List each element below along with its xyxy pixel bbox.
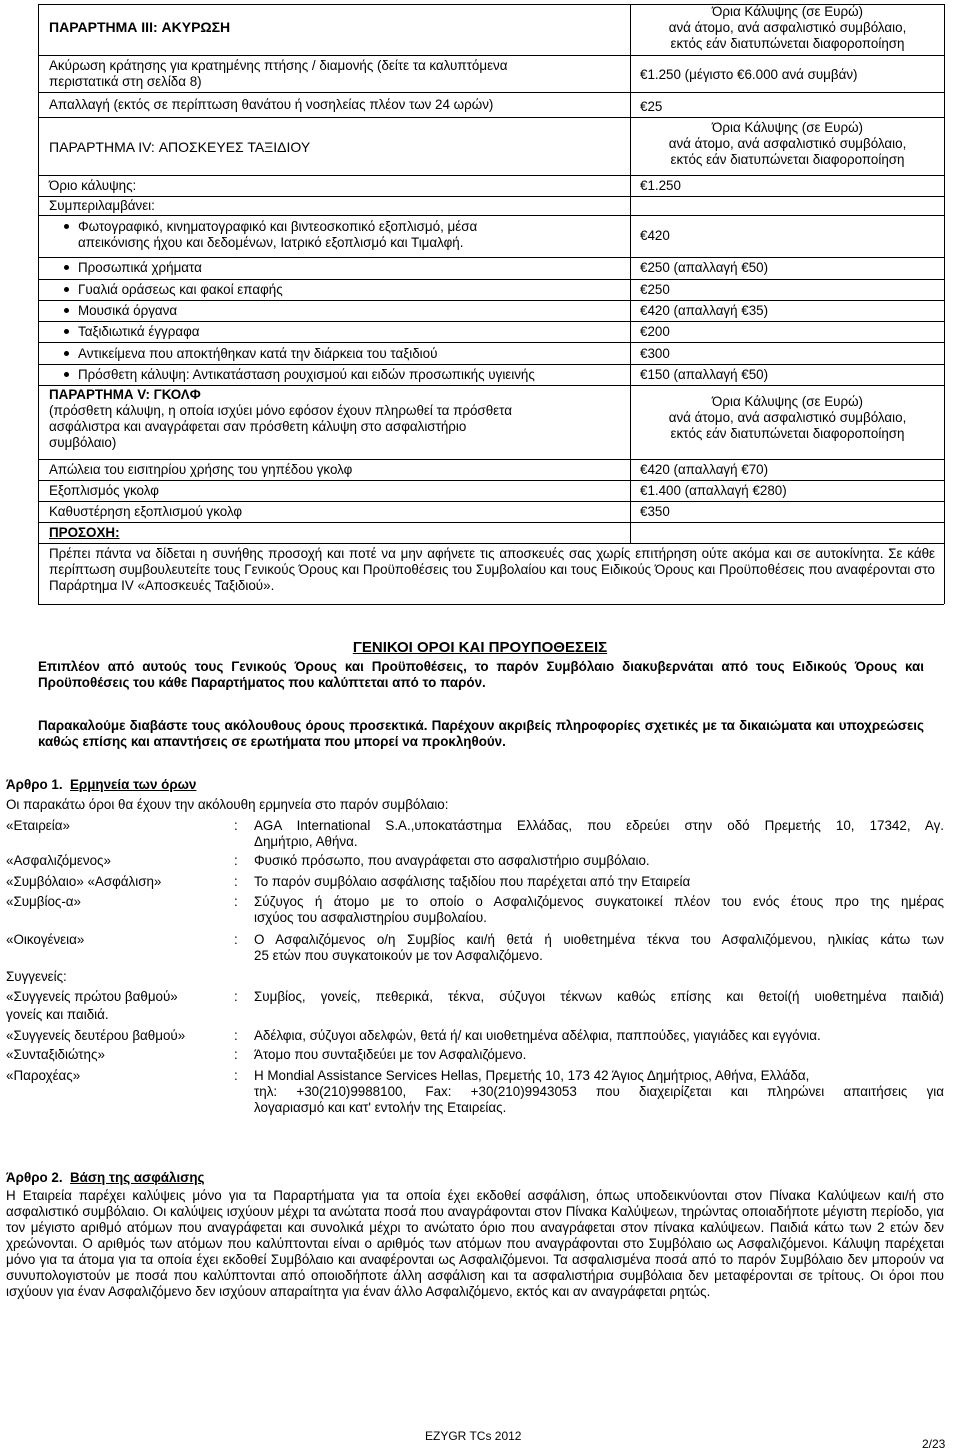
annex4-item-label: Αντικείμενα που αποκτήθηκαν κατά την διάρκεια του ταξιδιού bbox=[78, 346, 438, 361]
article2-heading: Άρθρο 2. Βάση της ασφάλισης bbox=[6, 1170, 205, 1185]
annex4-item-label: Προσωπικά χρήματα bbox=[78, 260, 202, 275]
bullet-icon bbox=[64, 308, 69, 313]
bullet-icon bbox=[64, 329, 69, 334]
annex3-cancellation-value: €1.250 (μέγιστο €6.000 ανά συμβάν) bbox=[640, 67, 858, 82]
annex4-item-label: Γυαλιά οράσεως και φακοί επαφής bbox=[78, 282, 283, 297]
general-terms-intro: Επιπλέον από αυτούς τους Γενικούς Όρους και Προϋποθέσεις, το παρόν Συμβόλαιο διακυβερνάται από τους Ειδικούς Όρους και Προϋποθέσεις του κάθε Παραρτήματος που καλύπτεται από το παρόν. bbox=[38, 659, 924, 690]
annex3-deductible-label: Απαλλαγή (εκτός σε περίπτωση θανάτου ή νοσηλείας πλέον των 24 ωρών) bbox=[49, 97, 494, 112]
annex5-row-value: €1.400 (απαλλαγή €280) bbox=[640, 483, 787, 498]
annex4-item-value: €200 bbox=[640, 324, 670, 339]
bullet-icon bbox=[64, 287, 69, 292]
annex4-item-value: €300 bbox=[640, 346, 670, 361]
annex4-limit-label: Όριο κάλυψης: bbox=[49, 178, 137, 193]
annex4-item-value: €420 (απαλλαγή €35) bbox=[640, 303, 769, 318]
annex5-row-label: Καθυστέρηση εξοπλισμού γκολφ bbox=[49, 504, 243, 519]
annex4-item-value: €250 bbox=[640, 282, 670, 297]
attention-label: ΠΡΟΣΟΧΗ: bbox=[49, 525, 120, 540]
footer-code: EZYGR TCs 2012 bbox=[425, 1429, 522, 1443]
annex3-limits-header: Όρια Κάλυψης (σε Ευρώ) ανά άτομο, ανά ασφαλιστικό συμβόλαιο, εκτός εάν διατυπώνεται διαφοροποίηση bbox=[668, 4, 907, 51]
annex5-row-value: €350 bbox=[640, 504, 670, 519]
bullet-icon bbox=[64, 224, 69, 229]
annex5-row-label: Απώλεια του εισιτηρίου χρήσης του γηπέδου γκολφ bbox=[49, 462, 353, 477]
bullet-icon bbox=[64, 265, 69, 270]
annex4-item-value: €420 bbox=[640, 228, 670, 243]
general-terms-title: ΓΕΝΙΚΟΙ ΟΡΟΙ ΚΑΙ ΠΡΟΥΠΟΘΕΣΕΙΣ bbox=[352, 639, 608, 656]
annex4-item-label: Φωτογραφικό, κινηματογραφικό και βιντεοσκοπικό εξοπλισμό, μέσα απεικόνισης ήχου και δεδομένων, Ιατρικό εξοπλισμό και Τιμαλφή. bbox=[78, 219, 478, 250]
annex5-row-label: Εξοπλισμός γκολφ bbox=[49, 483, 159, 498]
annex4-item-label: Μουσικά όργανα bbox=[78, 303, 178, 318]
article2-text: Η Εταιρεία παρέχει καλύψεις μόνο για τα Παραρτήματα για τα οποία έχει εκδοθεί ασφάλιση, όπως υποδεικνύονται στον Πίνακα Καλύψεων και/ή στο ασφαλιστικό συμβόλαιο. Οι καλύψεις ισχύουν μέχρι τα ανώτατα ποσά που αναγράφονται στον Πίνακα Καλύψεων, τηρώντας οποιαδήποτε μέγιστη περίοδο, για τον μέγιστο αριθμό ατόμων που αναγράφεται και συνολικά μέχρι το ανώτατο όριο που αναγράφεται στον πίνακα καλύψεων. Παιδιά κάτω των 2 ετών δεν χρεώνονται. Ο αριθμός των ατόμων που καλύπτονται είναι ο αριθμός των ατόμων που αναγράφονται στο Συμβόλαιο ως Ασφαλιζόμενοι. Κάλυψη παρέχεται μόνο για τα άτομα για τα οποία έχει εκδοθεί Συμβόλαιο και αναφέρονται ως Ασφαλιζόμενοι. Τα ασφαλισμένα ποσά από το παρόν Συμβόλαιο δεν μπορούν να συνυπολογιστούν με ποσά που καλύπτονται από οποιοδήποτε άλλη ασφάλιση και τα ασφαλιστήρια συμβόλαια δεν μεταφέρονται σε τρίτους. Οι όροι που ισχύουν για έναν Ασφαλιζόμενο δεν ισχύουν απαραίτητα για έναν άλλο Ασφαλιζόμενο, εκτός και αν αναγράφεται ρητώς. bbox=[6, 1188, 944, 1299]
annex4-includes-label: Συμπεριλαμβάνει: bbox=[49, 198, 155, 213]
bullet-icon bbox=[64, 372, 69, 377]
bullet-icon bbox=[64, 351, 69, 356]
annex3-cancellation-label: Ακύρωση κράτησης για κρατημένης πτήσης / διαμονής (δείτε τα καλυπτόμενα περιστατικά στη σελίδα 8) bbox=[49, 58, 508, 89]
annex5-row-value: €420 (απαλλαγή €70) bbox=[640, 462, 769, 477]
annex3-title: ΠΑΡΑΡΤΗΜΑ III: ΑΚΥΡΩΣΗ bbox=[49, 19, 231, 35]
annex4-item-label: Ταξιδιωτικά έγγραφα bbox=[78, 324, 200, 339]
annex4-item-value: €150 (απαλλαγή €50) bbox=[640, 367, 769, 382]
annex3-deductible-value: €25 bbox=[640, 99, 663, 114]
relatives-label: Συγγενείς: bbox=[6, 969, 67, 984]
definition-tail: γονείς και παιδιά. bbox=[6, 1007, 109, 1022]
general-terms-please: Παρακαλούμε διαβάστε τους ακόλουθους όρους προσεκτικά. Παρέχουν ακριβείς πληροφορίες σχετικές με τα δικαιώματα και υποχρεώσεις καθώς επίσης και απαντήσεις σε ερωτήματα που μπορεί να προκληθούν. bbox=[38, 718, 924, 749]
annex5-title: ΠΑΡΑΡΤΗΜΑ V: ΓΚΟΛΦ bbox=[49, 387, 201, 402]
annex5-limits-header: Όρια Κάλυψης (σε Ευρώ) ανά άτομο, ανά ασφαλιστικό συμβόλαιο, εκτός εάν διατυπώνεται διαφοροποίηση bbox=[668, 394, 907, 441]
annex4-title: ΠΑΡΑΡΤΗΜΑ IV: ΑΠΟΣΚΕΥΕΣ ΤΑΞΙΔΙΟΥ bbox=[49, 139, 311, 155]
annex4-item-value: €250 (απαλλαγή €50) bbox=[640, 260, 769, 275]
annex4-limit-value: €1.250 bbox=[640, 178, 681, 193]
attention-text: Πρέπει πάντα να δίδεται η συνήθης προσοχή και ποτέ να μην αφήνετε τις αποσκευές σας χωρίς επιτήρηση ούτε ακόμα και σε αυτοκίνητα. Σε κάθε περίπτωση συμβουλευτείτε τους Γενικούς Όρους και Προϋποθέσεις του Συμβολαίου και τους Ειδικούς Όρους και Προϋποθέσεις που αναφέρονται στο Παράρτημα IV «Αποσκευές Ταξιδιού». bbox=[49, 546, 935, 593]
page-number: 2/23 bbox=[922, 1437, 946, 1451]
annex4-item-label: Πρόσθετη κάλυψη: Αντικατάσταση ρουχισμού και ειδών προσωπικής υγιεινής bbox=[78, 367, 535, 382]
article1-heading: Άρθρο 1. Ερμηνεία των όρων bbox=[6, 777, 197, 792]
article1-intro: Οι παρακάτω όροι θα έχουν την ακόλουθη ερμηνεία στο παρόν συμβόλαιο: bbox=[6, 797, 449, 812]
annex5-subtitle: (πρόσθετη κάλυψη, η οποία ισχύει μόνο εφόσον έχουν πληρωθεί τα πρόσθετα ασφάλιστρα και αναγράφεται σαν πρόσθετη κάλυψη στο ασφαλιστήριο συμβόλαιο) bbox=[49, 403, 512, 450]
annex4-limits-header: Όρια Κάλυψης (σε Ευρώ) ανά άτομο, ανά ασφαλιστικό συμβόλαιο, εκτός εάν διατυπώνεται διαφοροποίηση bbox=[668, 120, 907, 167]
